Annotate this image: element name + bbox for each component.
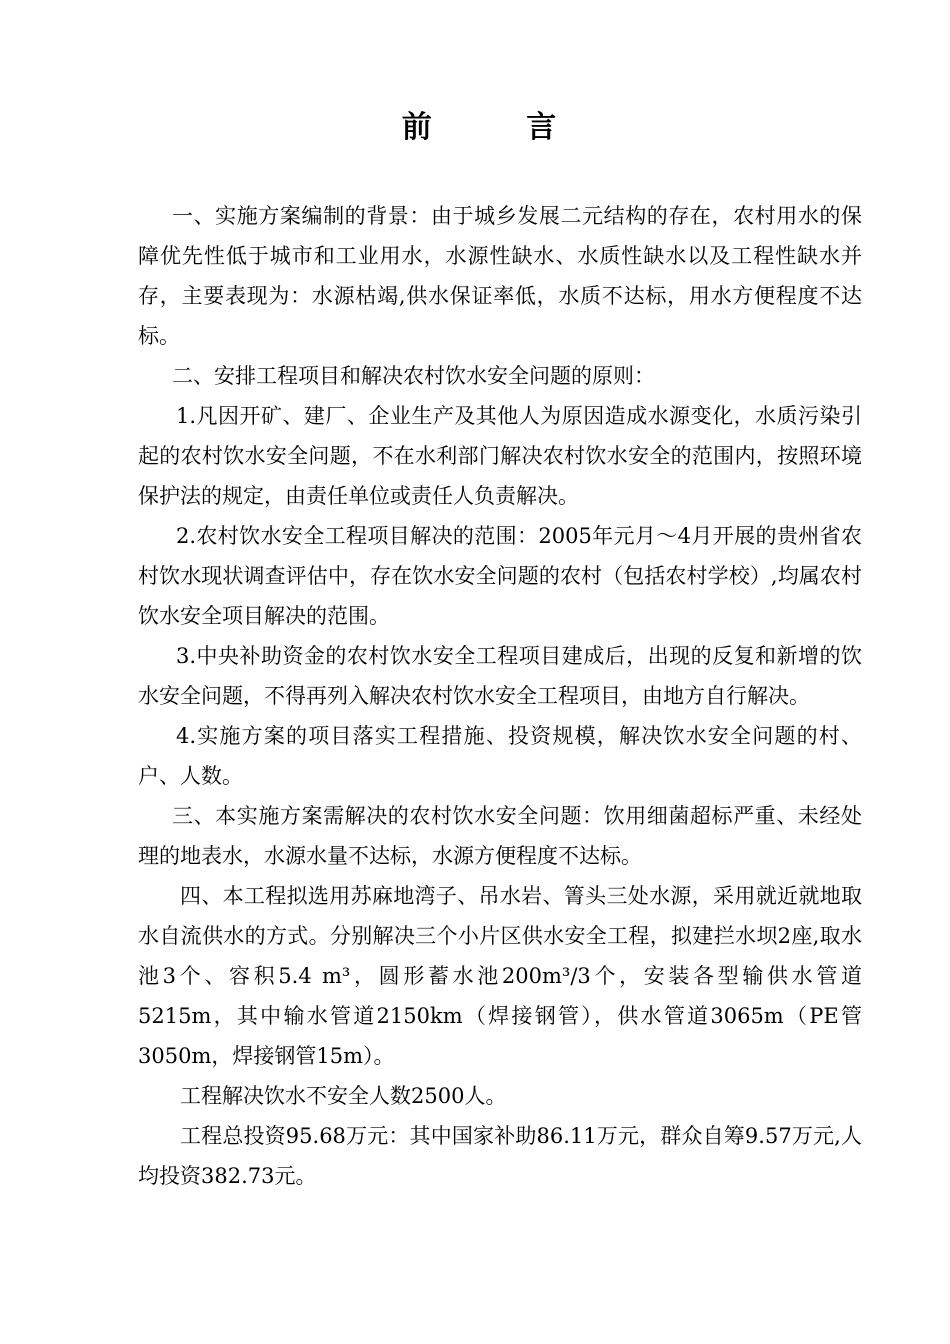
- paragraph-project-scope: 四、本工程拟选用苏麻地湾子、吊水岩、箐头三处水源，采用就近就地取水自流供水的方式。分别解决三个小片区供水安全工程，拟建拦水坝2座,取水池3个、容积5.4 m³，圆形蓄水池200m³/3个，安装各型输供水管道5215m，其中输水管道2150km（焊接钢管），供水管道3065m（PE管3050m，焊接钢管15m）。: [138, 884, 862, 1068]
- page-title: 前 言: [401, 110, 599, 145]
- paragraph-principle-1: 1.凡因开矿、建厂、企业生产及其他人为原因造成水源变化，水质污染引起的农村饮水安全问题，不在水利部门解决农村饮水安全的范围内，按照环境保护法的规定，由责任单位或责任人负责解决。: [138, 404, 862, 508]
- paragraph-background: 一、实施方案编制的背景：由于城乡发展二元结构的存在，农村用水的保障优先性低于城市和工业用水，水源性缺水、水质性缺水以及工程性缺水并存，主要表现为：水源枯竭,供水保证率低，水质不达标，用水方便程度不达标。: [138, 204, 862, 348]
- paragraph-principle-2: 2.农村饮水安全工程项目解决的范围：2005年元月～4月开展的贵州省农村饮水现状调查评估中，存在饮水安全问题的农村（包括农村学校）,均属农村饮水安全项目解决的范围。: [138, 524, 862, 628]
- paragraph-population: 工程解决饮水不安全人数2500人。: [180, 1084, 507, 1108]
- document-body: [138, 196, 862, 1196]
- paragraph-principle-3: 3.中央补助资金的农村饮水安全工程项目建成后，出现的反复和新增的饮水安全问题，不得再列入解决农村饮水安全工程项目，由地方自行解决。: [138, 644, 862, 708]
- paragraph-principle-4: 4.实施方案的项目落实工程措施、投资规模，解决饮水安全问题的村、户、人数。: [138, 724, 862, 788]
- paragraph-problems: 三、本实施方案需解决的农村饮水安全问题：饮用细菌超标严重、未经处理的地表水，水源水量不达标，水源方便程度不达标。: [138, 804, 862, 868]
- paragraph-principles-heading: 二、安排工程项目和解决农村饮水安全问题的原则：: [172, 364, 655, 388]
- paragraph-investment: 工程总投资95.68万元：其中国家补助86.11万元，群众自筹9.57万元,人均投资382.73元。: [138, 1124, 862, 1188]
